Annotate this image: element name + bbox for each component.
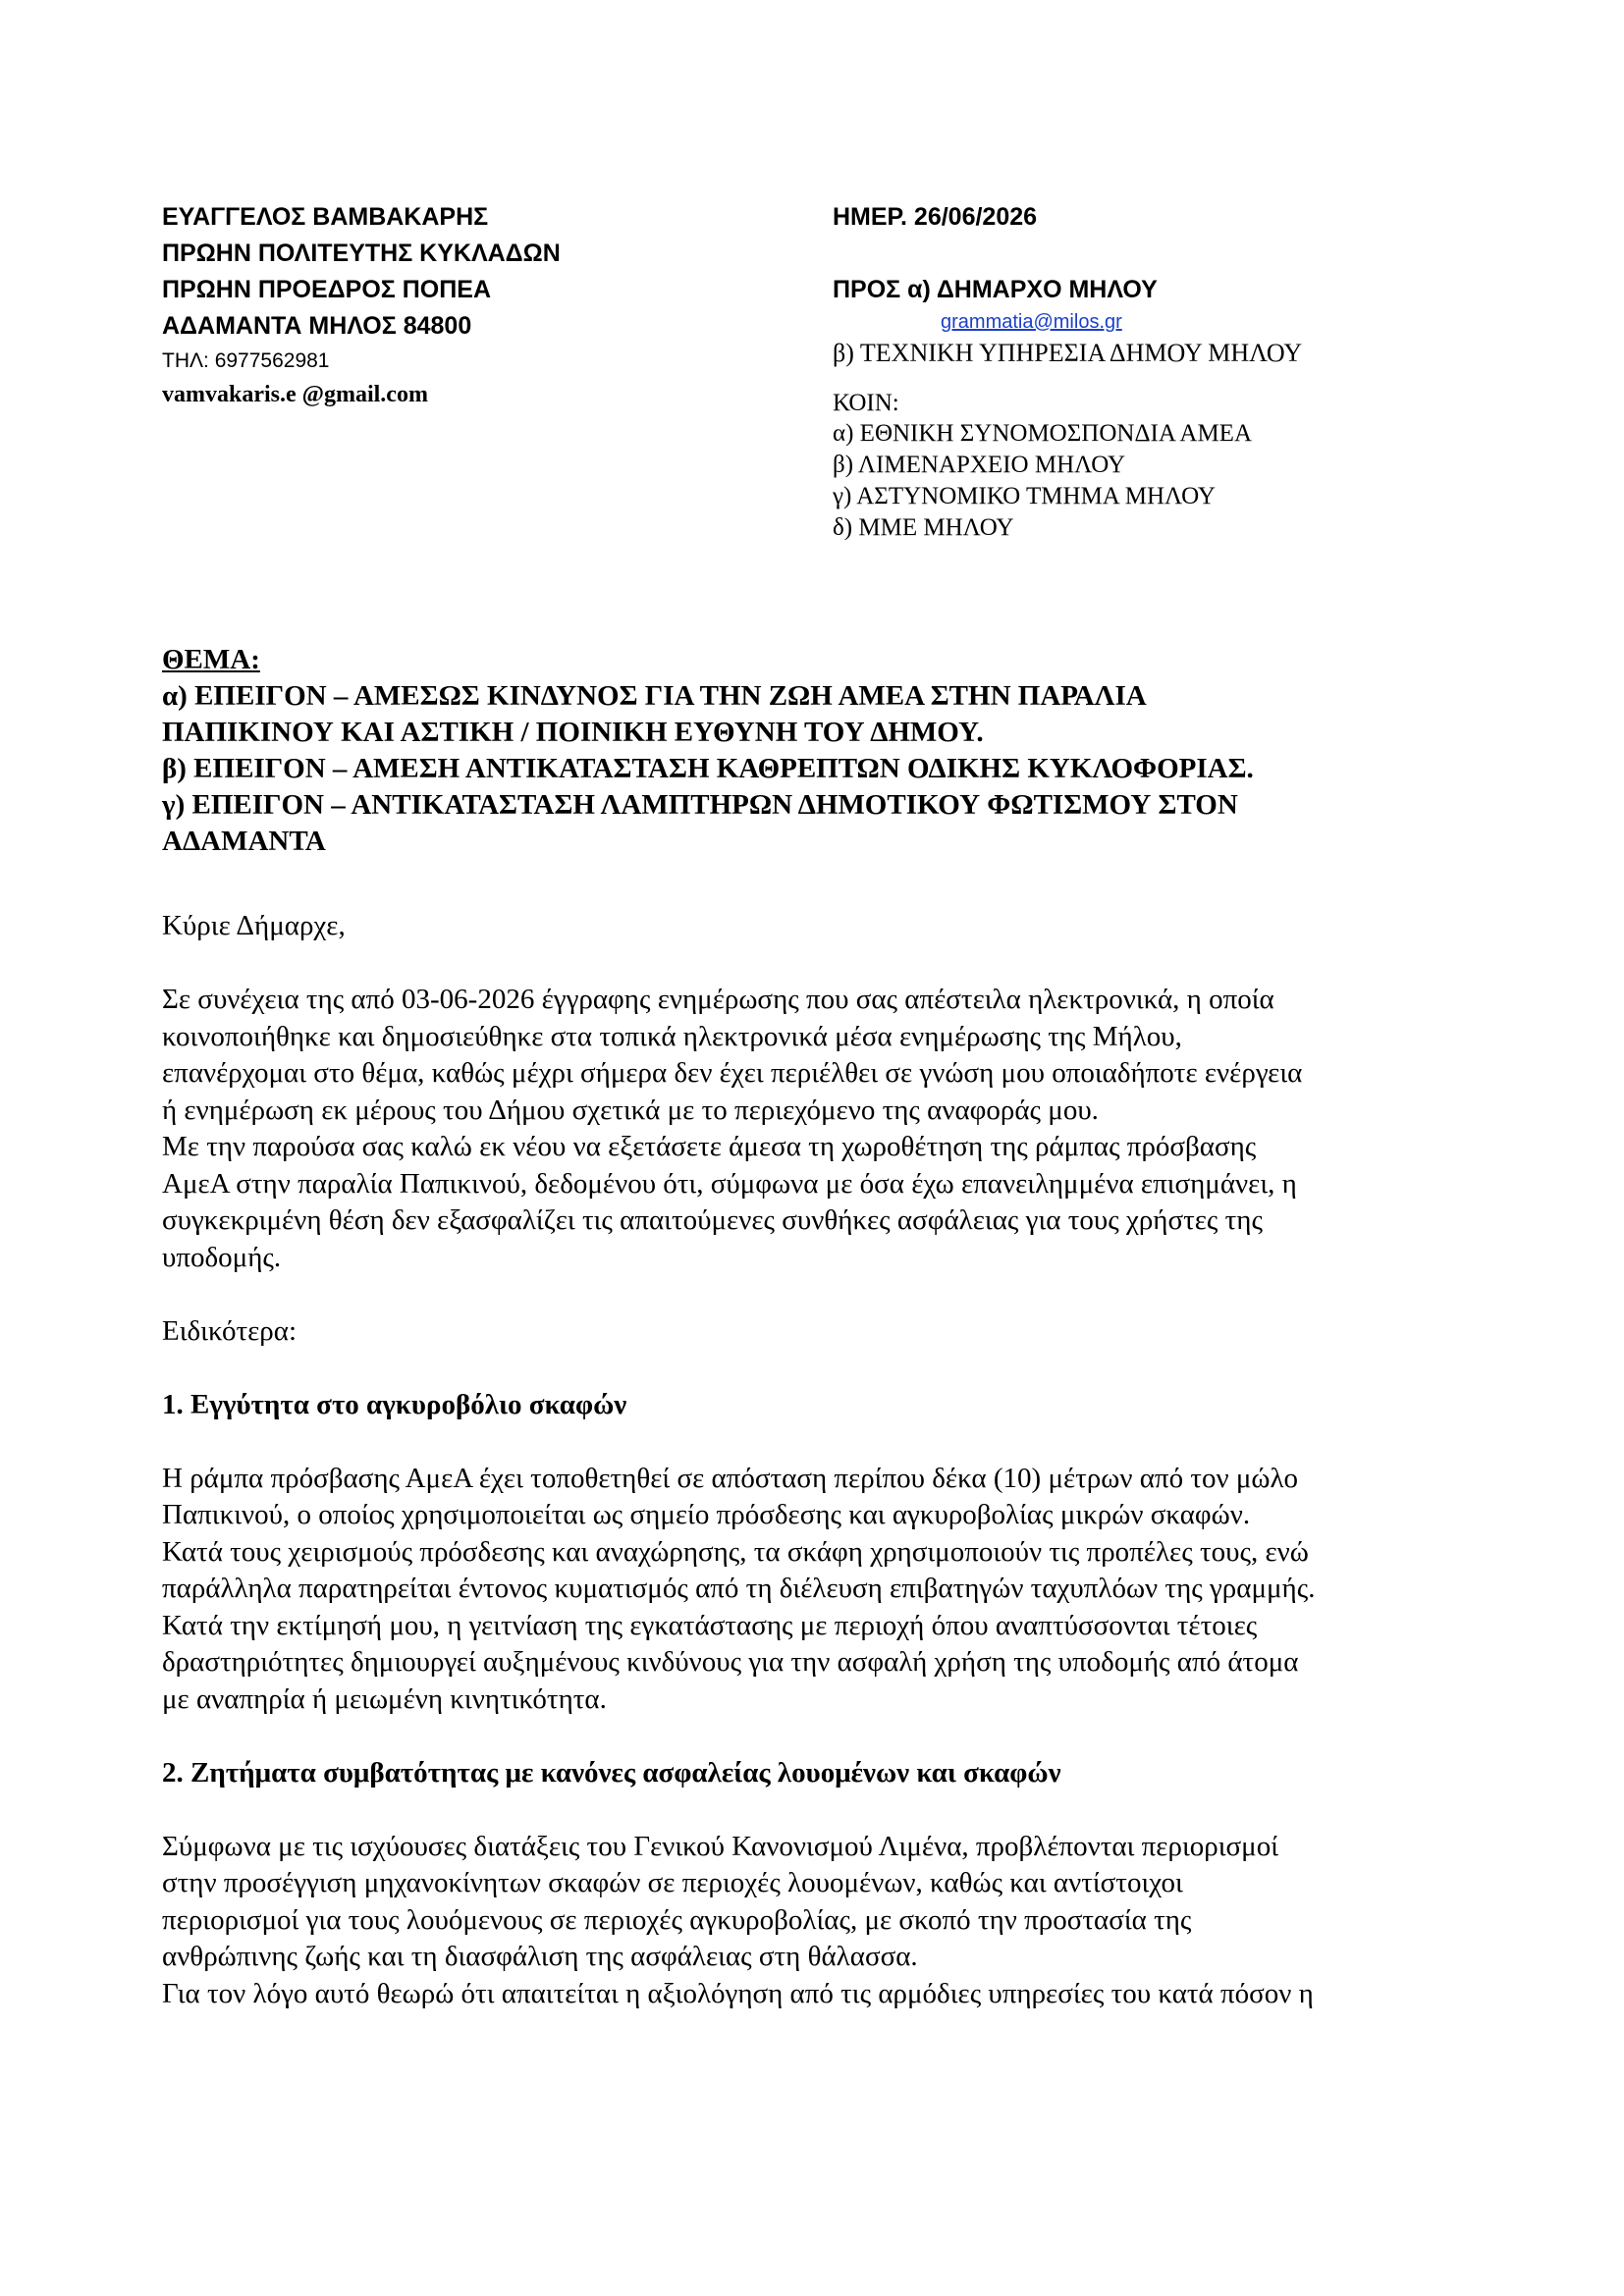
body-line: Σύμφωνα με τις ισχύουσες διατάξεις του Γενικού Κανονισμού Λιμένα, προβλέπονται περιορισμοί bbox=[162, 1830, 1279, 1862]
cc-item: β) ΛΙΜΕΝΑΡΧΕΙΟ ΜΗΛΟΥ bbox=[833, 452, 1126, 478]
subject-line: ΠΑΠΙΚΙΝΟΥ ΚΑΙ ΑΣΤΙΚΗ / ΠΟΙΝΙΚΗ ΕΥΘΥΝΗ ΤΟΥ ΔΗΜΟΥ. bbox=[162, 717, 984, 748]
recipient-a: ΠΡΟΣ α) ΔΗΜΑΡΧΟ ΜΗΛΟΥ bbox=[833, 276, 1158, 303]
recipient-b: β) ΤΕΧΝΙΚΗ ΥΠΗΡΕΣΙΑ ΔΗΜΟΥ ΜΗΛΟΥ bbox=[833, 339, 1303, 367]
body-line: Κατά την εκτίμησή μου, η γειτνίαση της εγκατάστασης με περιοχή όπου αναπτύσσονται τέτοιες bbox=[162, 1609, 1258, 1641]
body-line: περιορισμοί για τους λουόμενους σε περιοχές αγκυροβολίας, με σκοπό την προστασία της bbox=[162, 1903, 1192, 1936]
subject-title: ΘΕΜΑ: bbox=[162, 644, 260, 675]
body-line: με αναπηρία ή μειωμένη κινητικότητα. bbox=[162, 1682, 607, 1715]
body-line: υποδομής. bbox=[162, 1241, 282, 1273]
body-line: Με την παρούσα σας καλώ εκ νέου να εξετάσετε άμεσα τη χωροθέτηση της ράμπας πρόσβασης bbox=[162, 1131, 1257, 1162]
subject-line: β) ΕΠΕΙΓΟΝ – ΑΜΕΣΗ ΑΝΤΙΚΑΤΑΣΤΑΣΗ ΚΑΘΡΕΠΤΩΝ ΟΔΙΚΗΣ ΚΥΚΛΟΦΟΡΙΑΣ. bbox=[162, 753, 1254, 784]
body-line: στην προσέγγιση μηχανοκίνητων σκαφών σε περιοχές λουομένων, καθώς και αντίστοιχοι bbox=[162, 1867, 1183, 1898]
sender-phone: ΤΗΛ: 6977562981 bbox=[162, 349, 330, 372]
letter-date: ΗΜΕΡ. 26/06/2026 bbox=[833, 203, 1038, 231]
subject-block bbox=[162, 642, 1468, 860]
subject-line: α) ΕΠΕΙΓΟΝ – ΑΜΕΣΩΣ ΚΙΝΔΥΝΟΣ ΓΙΑ ΤΗΝ ΖΩΗ ΑΜΕΑ ΣΤΗΝ ΠΑΡΑΛΙΑ bbox=[162, 680, 1147, 712]
subject-line: γ) ΕΠΕΙΓΟΝ – ΑΝΤΙΚΑΤΑΣΤΑΣΗ ΛΑΜΠΤΗΡΩΝ ΔΗΜΟΤΙΚΟΥ ΦΩΤΙΣΜΟΥ ΣΤΟΝ bbox=[162, 789, 1238, 821]
sender-name: ΕΥΑΓΓΕΛΟΣ ΒΑΜΒΑΚΑΡΗΣ bbox=[162, 203, 489, 231]
letter-body bbox=[162, 908, 1468, 2012]
body-line: Η ράμπα πρόσβασης ΑμεΑ έχει τοποθετηθεί σε απόσταση περίπου δέκα (10) μέτρων από τον μώλο bbox=[162, 1462, 1299, 1494]
body-line: δραστηριότητες δημιουργεί αυξημένους κινδύνους για την ασφαλή χρήση της υποδομής από άτομα bbox=[162, 1646, 1299, 1678]
body-line: Παπικινού, ο οποίος χρησιμοποιείται ως σημείο πρόσδεσης και αγκυροβολίας μικρών σκαφών. bbox=[162, 1499, 1251, 1530]
recipient-a-email-link[interactable]: grammatia@milos.gr bbox=[941, 311, 1122, 333]
specifically-label: Ειδικότερα: bbox=[162, 1314, 298, 1347]
greeting: Κύριε Δήμαρχε, bbox=[162, 910, 346, 941]
body-line: ΑμεΑ στην παραλία Παπικινού, δεδομένου ότι, σύμφωνα με όσα έχω επανειλημμένα επισημάνει, η bbox=[162, 1167, 1297, 1200]
body-line: ή ενημέρωση εκ μέρους του Δήμου σχετικά με το περιεχόμενο της αναφοράς μου. bbox=[162, 1094, 1099, 1126]
sender-email: vamvakaris.e @gmail.com bbox=[162, 382, 428, 407]
sender-address: ΑΔΑΜΑΝΤΑ ΜΗΛΟΣ 84800 bbox=[162, 312, 472, 340]
body-line: Για τον λόγο αυτό θεωρώ ότι απαιτείται η αξιολόγηση από τις αρμόδιες υπηρεσίες του κατά πόσον η bbox=[162, 1977, 1314, 2009]
subject-line: ΑΔΑΜΑΝΤΑ bbox=[162, 826, 326, 857]
body-line: ανθρώπινης ζωής και τη διασφάλιση της ασφάλειας στη θάλασσα. bbox=[162, 1941, 918, 1972]
sender-block bbox=[162, 199, 810, 411]
cc-item: γ) ΑΣΤΥΝΟΜΙΚΟ ΤΜΗΜΑ ΜΗΛΟΥ bbox=[833, 483, 1216, 509]
cc-label: ΚΟΙΝ: bbox=[833, 390, 899, 416]
cc-item: δ) ΜΜΕ ΜΗΛΟΥ bbox=[833, 514, 1014, 541]
sender-title-2: ΠΡΩΗΝ ΠΡΟΕΔΡΟΣ ΠΟΠΕΑ bbox=[162, 276, 491, 303]
body-line: Σε συνέχεια της από 03-06-2026 έγγραφης ενημέρωσης που σας απέστειλα ηλεκτρονικά, η οποία bbox=[162, 984, 1274, 1015]
section-2-heading: 2. Ζητήματα συμβατότητας με κανόνες ασφαλείας λουομένων και σκαφών bbox=[162, 1756, 1061, 1789]
body-line: κοινοποιήθηκε και δημοσιεύθηκε στα τοπικά ηλεκτρονικά μέσα ενημέρωσης της Μήλου, bbox=[162, 1020, 1182, 1052]
body-line: παράλληλα παρατηρείται έντονος κυματισμός από τη διέλευση επιβατηγών ταχυπλόων της γραμμής. bbox=[162, 1573, 1316, 1604]
section-1-heading: 1. Εγγύτητα στο αγκυροβόλιο σκαφών bbox=[162, 1388, 627, 1420]
body-line: Κατά τους χειρισμούς πρόσδεσης και αναχώρησης, τα σκάφη χρησιμοποιούν τις προπέλες τους, ενώ bbox=[162, 1535, 1309, 1568]
cc-item: α) ΕΘΝΙΚΗ ΣΥΝΟΜΟΣΠΟΝΔΙΑ ΑΜΕΑ bbox=[833, 420, 1253, 447]
body-line: συγκεκριμένη θέση δεν εξασφαλίζει τις απαιτούμενες συνθήκες ασφάλειας για τους χρήστες της bbox=[162, 1204, 1263, 1236]
recipient-block bbox=[833, 199, 1579, 544]
body-line: επανέρχομαι στο θέμα, καθώς μέχρι σήμερα δεν έχει περιέλθει σε γνώση μου οποιαδήποτε ενέργεια bbox=[162, 1057, 1303, 1089]
sender-title-1: ΠΡΩΗΝ ΠΟΛΙΤΕΥΤΗΣ ΚΥΚΛΑΔΩΝ bbox=[162, 240, 561, 267]
